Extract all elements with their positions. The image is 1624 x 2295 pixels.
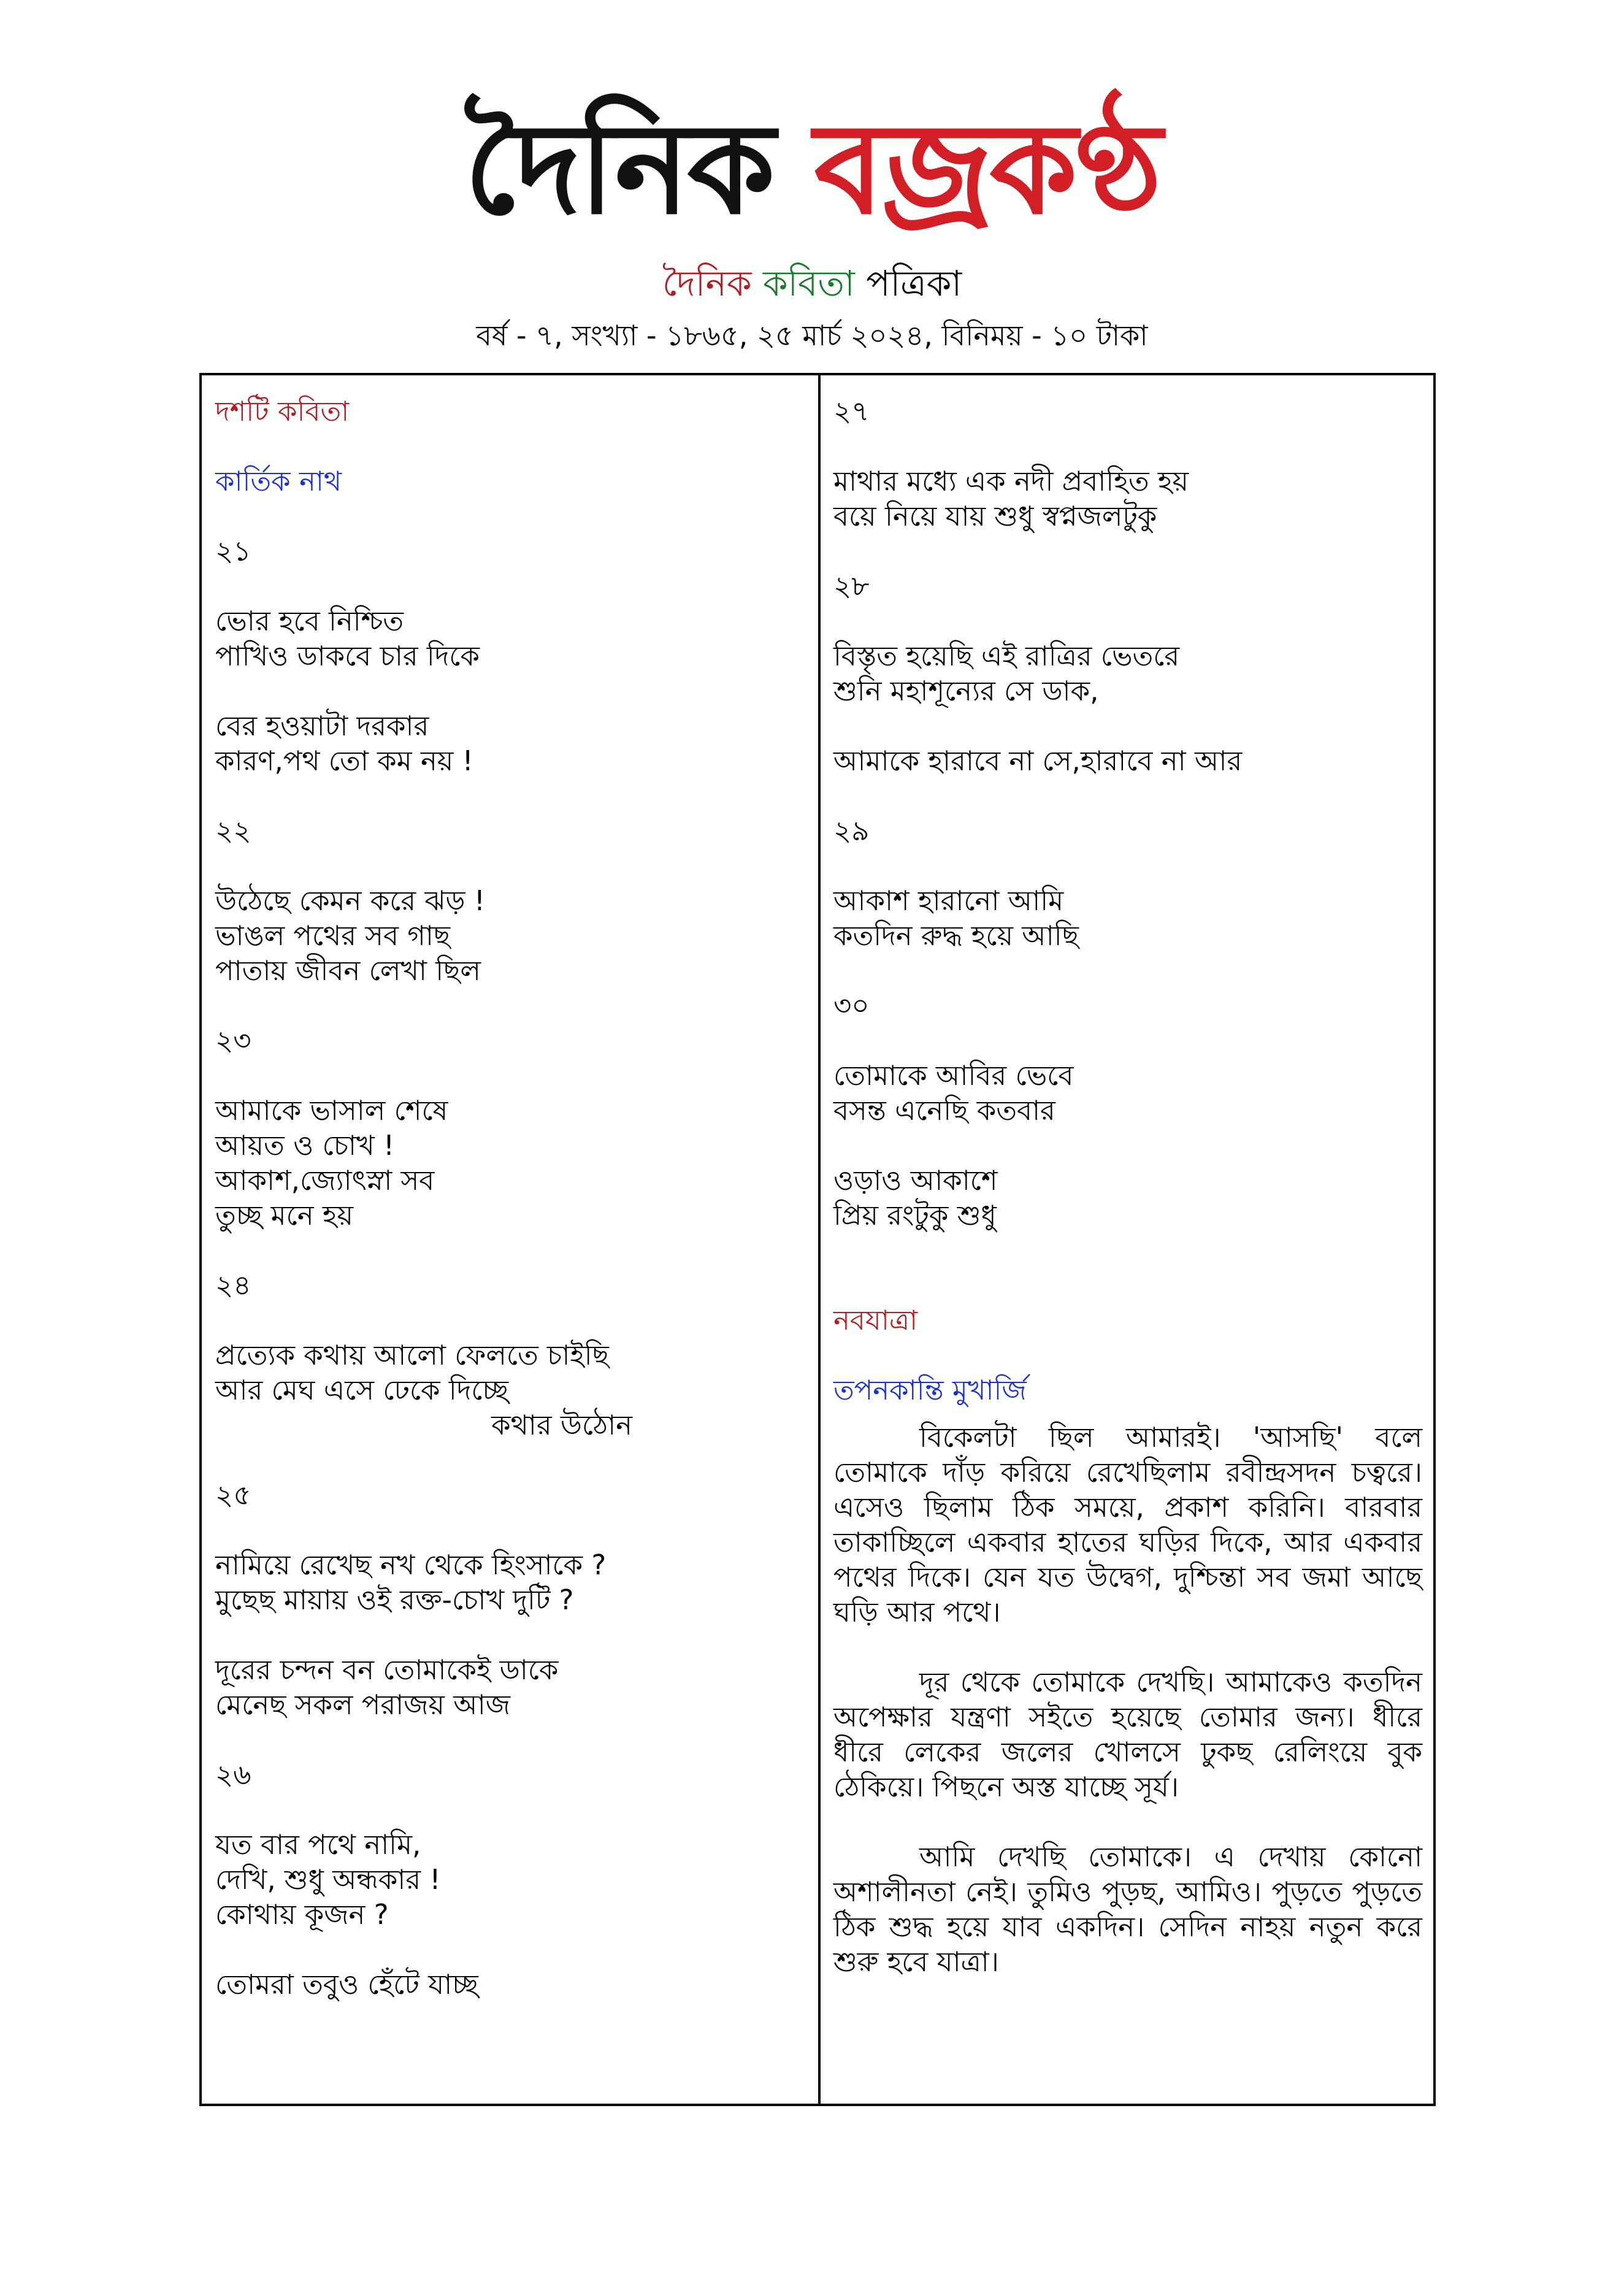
poem-number: ২৩ xyxy=(215,1024,251,1057)
logo-word-bajrakantha: বজ্রকণ্ঠ xyxy=(814,95,1160,242)
issue-line: বর্ষ - ৭, সংখ্যা - ১৮৬৫, ২৫ মার্চ ২০২৪, বিনিময় - ১০ টাকা xyxy=(476,319,1148,352)
poem-line: কারণ,পথ তো কম নয় ! xyxy=(215,745,473,777)
poem-line: যত বার পথে নামি, xyxy=(215,1828,421,1861)
poem-line: আমাকে হারাবে না সে,হারাবে না আর xyxy=(833,745,1243,777)
author-name-2: তপনকান্তি মুখার্জি xyxy=(833,1374,1027,1406)
poem-line: দেখি, শুধু অন্ধকার ! xyxy=(215,1863,441,1896)
poem-line: নামিয়ে রেখেছ নখ থেকে হিংসাকে ? xyxy=(215,1549,607,1581)
poem-line: আর মেঘ এসে ঢেকে দিচ্ছে xyxy=(215,1374,509,1406)
poem-number: ৩০ xyxy=(833,989,870,1022)
newspaper-logo xyxy=(0,92,1624,245)
poem-line: আকাশ,জ্যোৎস্না সব xyxy=(215,1164,435,1197)
poem-line: মাথার মধ্যে এক নদী প্রবাহিত হয় xyxy=(833,465,1189,497)
author-name: কার্তিক নাথ xyxy=(215,465,342,497)
poem-line: আকাশ হারানো আমি xyxy=(833,884,1064,917)
prose-paragraph xyxy=(833,1665,1422,1804)
poem-line: তোমাকে আবির ভেবে xyxy=(833,1059,1074,1092)
poem-line: কথার উঠোন xyxy=(491,1409,632,1441)
poem-line: বসন্ত এনেছি কতবার xyxy=(833,1094,1055,1127)
prose-text: দূর থেকে তোমাকে দেখছি। আমাকেও কতদিন অপেক্ষার যন্ত্রণা সইতে হয়েছে তোমার জন্য। ধীরে ধীরে লেকের জলের খোলসে ঢুকছ রেলিংয়ে বুক ঠেকিয়ে। পিছনে অস্ত যাচ্ছে সূর্য। xyxy=(833,1666,1422,1803)
poem-number: ২৭ xyxy=(833,395,870,427)
poem-line: মেনেছ সকল পরাজয় আজ xyxy=(215,1688,510,1721)
poem-line: আমাকে ভাসাল শেষে xyxy=(215,1094,448,1127)
section-title-2: নবযাত্রা xyxy=(833,1304,917,1336)
poem-line: তোমরা তবুও হেঁটে যাচ্ছ xyxy=(215,1968,478,2001)
masthead-subtitle xyxy=(0,259,1624,308)
poem-line: ভোর হবে নিশ্চিত xyxy=(215,605,404,637)
poem-line: পাখিও ডাকবে চার দিকে xyxy=(215,640,480,672)
subtitle-word-1: দৈনিক xyxy=(662,262,752,304)
poem-line: প্রত্যেক কথায় আলো ফেলতে চাইছি xyxy=(215,1339,609,1371)
section-title: দশটি কবিতা xyxy=(215,395,350,427)
poem-line: কোথায় কূজন ? xyxy=(215,1898,389,1931)
poem-number: ২৪ xyxy=(215,1269,251,1301)
poem-line: আয়ত ও চোখ ! xyxy=(215,1129,394,1162)
poem-line: মুছেছ মায়ায় ওই রক্ত-চোখ দুটি ? xyxy=(215,1584,574,1616)
poem-line: বের হওয়াটা দরকার xyxy=(215,710,429,742)
poem-line: ভাঙল পথের সব গাছ xyxy=(215,919,451,952)
poem-line: বয়ে নিয়ে যায় শুধু স্বপ্নজলটুকু xyxy=(833,500,1157,532)
poem-line: কতদিন রুদ্ধ হয়ে আছি xyxy=(833,919,1079,952)
poem-line: প্রিয় রংটুকু শুধু xyxy=(833,1199,997,1232)
masthead xyxy=(0,92,1624,356)
prose-text: বিকেলটা ছিল আমারই। 'আসছি' বলে তোমাকে দাঁড় করিয়ে রেখেছিলাম রবীন্দ্রসদন চত্বরে। এসেও ছিলাম ঠিক সময়ে, প্রকাশ করিনি। বারবার তাকাচ্ছিলে একবার হাতের ঘড়ির দিকে, আর একবার পথের দিকে। যেন যত উদ্বেগ, দুশ্চিন্তা সব জমা আছে ঘড়ি আর পথে। xyxy=(833,1421,1422,1628)
poem-line: শুনি মহাশূন্যের সে ডাক, xyxy=(833,675,1099,707)
poem-line: পাতায় জীবন লেখা ছিল xyxy=(215,954,481,987)
poem-number: ২১ xyxy=(215,535,251,567)
poem-line: বিস্তৃত হয়েছি এই রাত্রির ভেতরে xyxy=(833,640,1180,672)
poem-number: ২৮ xyxy=(833,570,870,602)
poem-number: ২৫ xyxy=(215,1479,251,1511)
poem-line: ওড়াও আকাশে xyxy=(833,1164,998,1197)
prose-paragraph xyxy=(833,1420,1422,1630)
right-column xyxy=(833,394,1422,1979)
logo-word-dainik: দৈনিক xyxy=(464,95,773,242)
left-column xyxy=(215,394,804,2002)
poem-line: তুচ্ছ মনে হয় xyxy=(215,1199,354,1232)
poem-number: ২৯ xyxy=(833,814,870,847)
poem-line: দূরের চন্দন বন তোমাকেই ডাকে xyxy=(215,1653,559,1686)
poem-number: ২৬ xyxy=(215,1758,251,1791)
content-frame xyxy=(199,373,1436,2106)
column-divider xyxy=(818,375,821,2104)
poem-number: ২২ xyxy=(215,814,251,847)
subtitle-word-3: পত্রিকা xyxy=(866,262,962,304)
prose-paragraph xyxy=(833,1839,1422,1979)
prose-text: আমি দেখছি তোমাকে। এ দেখায় কোনো অশালীনতা নেই। তুমিও পুড়ছ, আমিও। পুড়তে পুড়তে ঠিক শুদ্ধ হয়ে যাব একদিন। সেদিন নাহয় নতুন করে শুরু হবে যাত্রা। xyxy=(833,1841,1422,1978)
subtitle-word-2: কবিতা xyxy=(762,262,855,304)
poem-line: উঠেছে কেমন করে ঝড় ! xyxy=(215,884,485,917)
